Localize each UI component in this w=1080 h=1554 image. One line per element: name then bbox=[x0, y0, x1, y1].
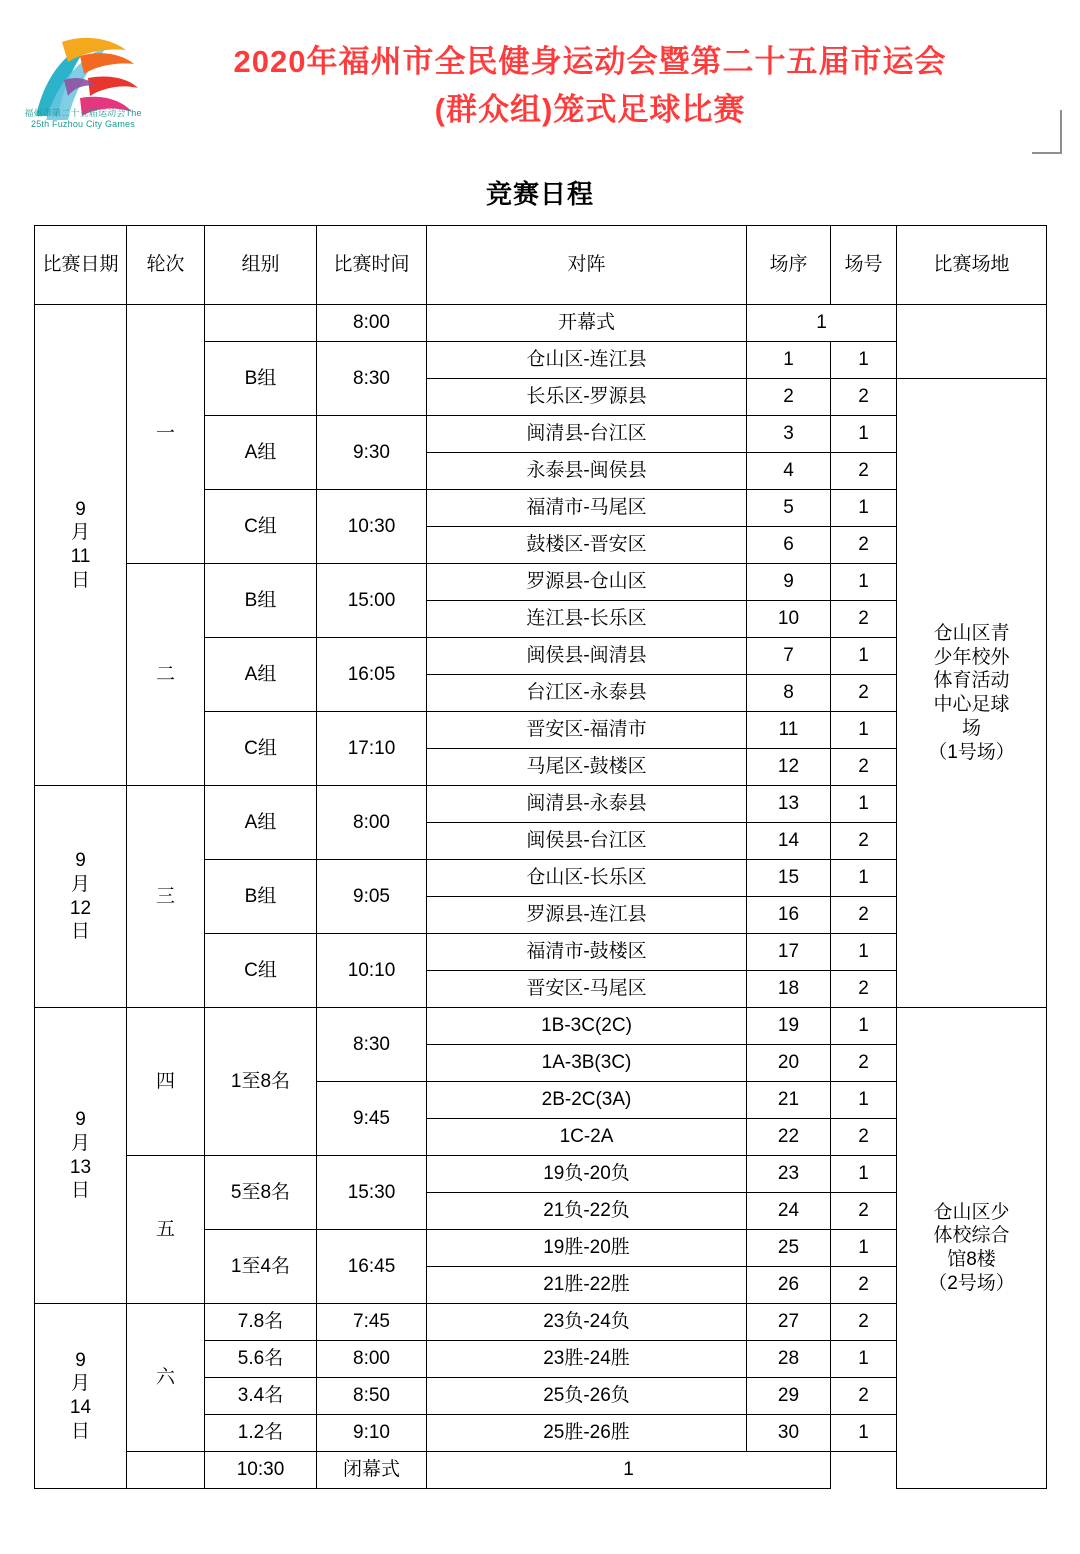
cell-order: 5 bbox=[747, 490, 831, 527]
cell-order: 8 bbox=[747, 675, 831, 712]
cell-match: 连江县-长乐区 bbox=[427, 601, 747, 638]
cell-match: 罗源县-连江县 bbox=[427, 897, 747, 934]
cell-field: 1 bbox=[831, 564, 897, 601]
col-header-group: 组别 bbox=[205, 226, 317, 305]
cell-match: 罗源县-仓山区 bbox=[427, 564, 747, 601]
cell-time: 10:10 bbox=[317, 934, 427, 1008]
cell-field: 2 bbox=[831, 1193, 897, 1230]
cell-field: 1 bbox=[831, 490, 897, 527]
cell-group bbox=[127, 1452, 205, 1489]
cell-order: 1 bbox=[427, 1452, 831, 1489]
cell-group: A组 bbox=[205, 786, 317, 860]
cell-time: 17:10 bbox=[317, 712, 427, 786]
cell-match: 鼓楼区-晋安区 bbox=[427, 527, 747, 564]
cell-match: 仓山区-长乐区 bbox=[427, 860, 747, 897]
cell-field: 2 bbox=[831, 1119, 897, 1156]
cell-order: 23 bbox=[747, 1156, 831, 1193]
cell-field: 1 bbox=[831, 638, 897, 675]
cell-order: 24 bbox=[747, 1193, 831, 1230]
cell-field: 1 bbox=[831, 860, 897, 897]
cell-order: 10 bbox=[747, 601, 831, 638]
cell-field: 1 bbox=[831, 416, 897, 453]
cell-match: 马尾区-鼓楼区 bbox=[427, 749, 747, 786]
cell-match: 1B-3C(2C) bbox=[427, 1008, 747, 1045]
col-header-field: 场号 bbox=[831, 226, 897, 305]
cell-match: 25胜-26胜 bbox=[427, 1415, 747, 1452]
schedule-table bbox=[34, 225, 1047, 1489]
cell-field: 1 bbox=[831, 934, 897, 971]
cell-match: 23胜-24胜 bbox=[427, 1341, 747, 1378]
cell-field: 2 bbox=[831, 749, 897, 786]
cell-group: A组 bbox=[205, 416, 317, 490]
logo-caption: 福州市第二十五届运动会The 25th Fuzhou City Games bbox=[24, 108, 142, 130]
cell-time: 8:00 bbox=[317, 305, 427, 342]
cell-match: 1C-2A bbox=[427, 1119, 747, 1156]
cell-field: 1 bbox=[831, 1341, 897, 1378]
title-line-1: 2020年福州市全民健身运动会暨第二十五届市运会 bbox=[233, 44, 947, 79]
cell-time: 10:30 bbox=[205, 1452, 317, 1489]
cell-order: 1 bbox=[747, 342, 831, 379]
cell-order: 4 bbox=[747, 453, 831, 490]
cell-field: 2 bbox=[831, 453, 897, 490]
cell-order: 6 bbox=[747, 527, 831, 564]
page-title bbox=[150, 38, 1030, 134]
cell-group: B组 bbox=[205, 860, 317, 934]
col-header-round: 轮次 bbox=[127, 226, 205, 305]
cell-field: 1 bbox=[831, 342, 897, 379]
cell-group: C组 bbox=[205, 934, 317, 1008]
table-row bbox=[35, 1156, 1047, 1193]
cell-date: 9 月 14 日 bbox=[35, 1304, 127, 1489]
cell-field: 2 bbox=[831, 601, 897, 638]
cell-time: 8:30 bbox=[317, 1008, 427, 1082]
section-subtitle: 竞赛日程 bbox=[485, 179, 594, 209]
cell-group: 7.8名 bbox=[205, 1304, 317, 1341]
cell-order: 21 bbox=[747, 1082, 831, 1119]
cell-round: 一 bbox=[127, 305, 205, 564]
cell-match: 闽清县-永泰县 bbox=[427, 786, 747, 823]
cell-time: 8:00 bbox=[317, 1341, 427, 1378]
cell-field: 2 bbox=[831, 1378, 897, 1415]
cell-order: 27 bbox=[747, 1304, 831, 1341]
cell-order: 18 bbox=[747, 971, 831, 1008]
cell-field: 1 bbox=[831, 712, 897, 749]
cell-field: 2 bbox=[831, 1267, 897, 1304]
cell-date: 9 月 11 日 bbox=[35, 305, 127, 786]
cell-group: 1至4名 bbox=[205, 1230, 317, 1304]
cell-order: 19 bbox=[747, 1008, 831, 1045]
cell-match: 长乐区-罗源县 bbox=[427, 379, 747, 416]
cell-match: 永泰县-闽侯县 bbox=[427, 453, 747, 490]
cell-order: 28 bbox=[747, 1341, 831, 1378]
cell-field: 1 bbox=[831, 1008, 897, 1045]
table-row bbox=[35, 786, 1047, 823]
cell-match: 闽侯县-台江区 bbox=[427, 823, 747, 860]
schedule-table-wrap bbox=[0, 225, 1080, 1489]
table-row bbox=[35, 1008, 1047, 1045]
cell-match: 仓山区-连江县 bbox=[427, 342, 747, 379]
cell-time: 10:30 bbox=[317, 490, 427, 564]
cell-group: A组 bbox=[205, 638, 317, 712]
cell-group: B组 bbox=[205, 342, 317, 416]
cell-group: 3.4名 bbox=[205, 1378, 317, 1415]
page-header bbox=[0, 0, 1080, 170]
cell-order: 7 bbox=[747, 638, 831, 675]
cell-match: 福清市-马尾区 bbox=[427, 490, 747, 527]
table-row bbox=[35, 564, 1047, 601]
cell-match: 2B-2C(3A) bbox=[427, 1082, 747, 1119]
cell-time: 8:50 bbox=[317, 1378, 427, 1415]
cell-time: 9:05 bbox=[317, 860, 427, 934]
cell-group: 1至8名 bbox=[205, 1008, 317, 1156]
cell-order: 15 bbox=[747, 860, 831, 897]
cell-match: 福清市-鼓楼区 bbox=[427, 934, 747, 971]
cell-match: 23负-24负 bbox=[427, 1304, 747, 1341]
cell-group: C组 bbox=[205, 490, 317, 564]
cell-match: 开幕式 bbox=[427, 305, 747, 342]
cell-order: 14 bbox=[747, 823, 831, 860]
cell-order: 12 bbox=[747, 749, 831, 786]
cell-venue: 仓山区青 少年校外 体育活动 中心足球 场 （1号场） bbox=[897, 379, 1047, 1008]
cell-field: 2 bbox=[831, 897, 897, 934]
cell-match: 闽侯县-闽清县 bbox=[427, 638, 747, 675]
cell-date: 9 月 12 日 bbox=[35, 786, 127, 1008]
cell-time: 16:45 bbox=[317, 1230, 427, 1304]
cell-match: 19负-20负 bbox=[427, 1156, 747, 1193]
cell-order: 9 bbox=[747, 564, 831, 601]
cell-match: 台江区-永泰县 bbox=[427, 675, 747, 712]
cell-match: 晋安区-马尾区 bbox=[427, 971, 747, 1008]
cell-time: 15:30 bbox=[317, 1156, 427, 1230]
table-header-row bbox=[35, 226, 1047, 305]
cell-field: 1 bbox=[831, 1415, 897, 1452]
cell-field: 2 bbox=[831, 1304, 897, 1341]
cell-group: 5.6名 bbox=[205, 1341, 317, 1378]
col-header-order: 场序 bbox=[747, 226, 831, 305]
cell-match: 闽清县-台江区 bbox=[427, 416, 747, 453]
cell-round: 五 bbox=[127, 1156, 205, 1304]
cell-match: 21胜-22胜 bbox=[427, 1267, 747, 1304]
cell-time: 9:30 bbox=[317, 416, 427, 490]
cell-group bbox=[205, 305, 317, 342]
cell-match: 1A-3B(3C) bbox=[427, 1045, 747, 1082]
cell-field: 2 bbox=[831, 823, 897, 860]
cell-field: 1 bbox=[831, 786, 897, 823]
cell-round: 二 bbox=[127, 564, 205, 786]
cell-time: 9:45 bbox=[317, 1082, 427, 1156]
cell-order: 26 bbox=[747, 1267, 831, 1304]
cell-order: 13 bbox=[747, 786, 831, 823]
cell-time: 16:05 bbox=[317, 638, 427, 712]
col-header-match: 对阵 bbox=[427, 226, 747, 305]
cell-date: 9 月 13 日 bbox=[35, 1008, 127, 1304]
cell-time: 8:00 bbox=[317, 786, 427, 860]
cell-order: 25 bbox=[747, 1230, 831, 1267]
cell-order: 11 bbox=[747, 712, 831, 749]
cell-order: 30 bbox=[747, 1415, 831, 1452]
cell-order: 22 bbox=[747, 1119, 831, 1156]
cell-round: 四 bbox=[127, 1008, 205, 1156]
cell-match: 25负-26负 bbox=[427, 1378, 747, 1415]
cell-field: 1 bbox=[831, 1230, 897, 1267]
col-header-venue: 比赛场地 bbox=[897, 226, 1047, 305]
title-line-2: (群众组)笼式足球比赛 bbox=[434, 92, 746, 128]
cell-order: 29 bbox=[747, 1378, 831, 1415]
cell-field: 2 bbox=[831, 1045, 897, 1082]
cell-group: C组 bbox=[205, 712, 317, 786]
cell-match: 21负-22负 bbox=[427, 1193, 747, 1230]
cell-order: 17 bbox=[747, 934, 831, 971]
col-header-date: 比赛日期 bbox=[35, 226, 127, 305]
cell-group: 5至8名 bbox=[205, 1156, 317, 1230]
col-header-time: 比赛时间 bbox=[317, 226, 427, 305]
table-row bbox=[35, 1452, 1047, 1489]
games-logo-icon bbox=[18, 20, 158, 150]
cell-time: 8:30 bbox=[317, 342, 427, 416]
cell-field: 2 bbox=[831, 675, 897, 712]
cell-field: 1 bbox=[831, 1156, 897, 1193]
cell-field: 1 bbox=[831, 1082, 897, 1119]
cell-group: 1.2名 bbox=[205, 1415, 317, 1452]
cell-field: 2 bbox=[831, 971, 897, 1008]
cell-time: 9:10 bbox=[317, 1415, 427, 1452]
cell-time: 7:45 bbox=[317, 1304, 427, 1341]
cell-time: 15:00 bbox=[317, 564, 427, 638]
cell-order: 20 bbox=[747, 1045, 831, 1082]
table-row bbox=[35, 1304, 1047, 1341]
cell-round: 三 bbox=[127, 786, 205, 1008]
cell-field: 2 bbox=[831, 527, 897, 564]
cell-venue-blank bbox=[897, 305, 1047, 379]
cell-group: B组 bbox=[205, 564, 317, 638]
cell-order: 3 bbox=[747, 416, 831, 453]
cell-match: 晋安区-福清市 bbox=[427, 712, 747, 749]
table-row bbox=[35, 305, 1047, 342]
cell-order: 2 bbox=[747, 379, 831, 416]
cell-venue: 仓山区少 体校综合 馆8楼 （2号场） bbox=[897, 1008, 1047, 1489]
cell-order: 16 bbox=[747, 897, 831, 934]
cell-round: 六 bbox=[127, 1304, 205, 1452]
cell-match: 19胜-20胜 bbox=[427, 1230, 747, 1267]
cell-match: 闭幕式 bbox=[317, 1452, 427, 1489]
cell-order: 1 bbox=[747, 305, 897, 342]
cell-field: 2 bbox=[831, 379, 897, 416]
corner-mark-decoration bbox=[1032, 110, 1062, 154]
